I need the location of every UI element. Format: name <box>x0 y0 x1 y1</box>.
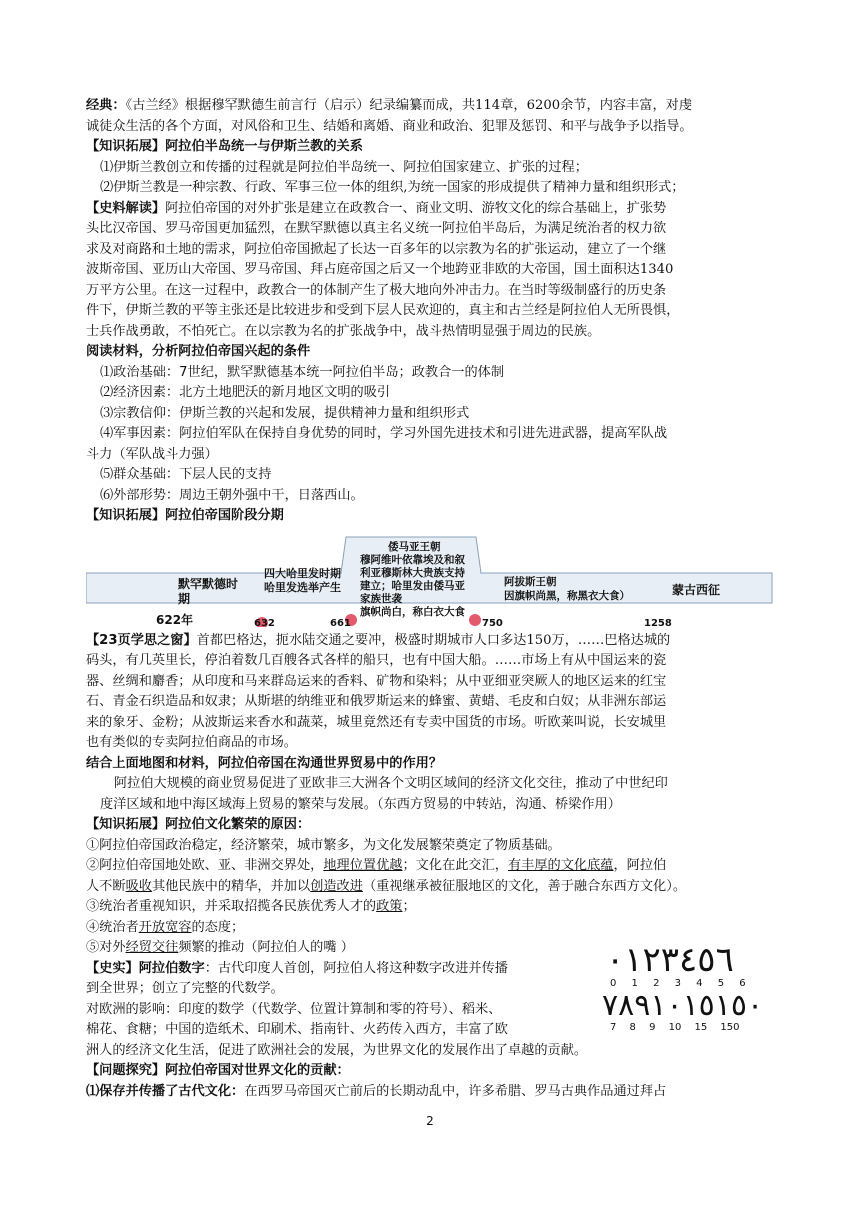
rise-condition-4-cont: 斗力（军队战斗力强） <box>86 446 218 462</box>
reason5-part-c: 频繁的推动（阿拉伯人的嘴 ） <box>178 940 354 955</box>
culture-reason-2-cont <box>86 877 776 898</box>
stage-umayyad-line5: 家族世袭 <box>360 592 402 605</box>
trade-answer-1: 阿拉伯大规模的商业贸易促进了亚欧非三大洲各个文明区域间的经济文化交往，推动了中世纪印 <box>114 776 668 791</box>
baghdad-line-4: 石、青金石织造品和奴隶；从斯堪的纳维亚和俄罗斯运来的蜂蜜、黄蜡、毛皮和白奴；从非洲东部运 <box>86 694 667 709</box>
year-622: 622年 <box>156 612 194 627</box>
numerals-row1-glyphs: ٠١٢٣٤٥٦ <box>606 940 734 980</box>
trade-question: 结合上面地图和材料，阿拉伯帝国在沟通世界贸易中的作用？ <box>86 755 443 771</box>
reason4-part-a: ④统治者 <box>86 919 139 935</box>
contribution-1 <box>86 1082 776 1103</box>
stage-caliphs-line2: 哈里发选举产生 <box>264 580 341 594</box>
numerals-row1-labels: 0 1 2 3 4 5 6 <box>610 978 746 989</box>
section-heading-baghdad: 【23页学思之窗】 <box>86 632 197 648</box>
numerals-line-2: 到全世界；创立了完整的代数学。 <box>86 981 284 996</box>
rise-condition-2: ⑵经济因素：北方土地肥沃的新月地区文明的吸引 <box>100 385 391 400</box>
stage-mongol: 蒙古西征 <box>672 582 721 597</box>
stage-abbasid <box>504 575 630 603</box>
reason3-part-a: ③统治者重视知识，并采取招揽各民族优秀人才的 <box>86 899 377 914</box>
stage-caliphs <box>264 567 341 595</box>
reason2-part-f: 人不断 <box>86 878 126 894</box>
numerals-row2-glyphs: ٧٨٩١٠١٥١٥٠ <box>602 988 764 1023</box>
reason2-part-j: （重视继承被征服地区的文化，善于融合东西方文化）。 <box>362 878 687 894</box>
rise-condition-6: ⑹外部形势：周边王朝外强中干，日落西山。 <box>100 487 364 503</box>
reason4-part-c: 的态度； <box>191 919 245 935</box>
reason3-part-c: ； <box>402 899 416 914</box>
reason2-part-c: ；文化在此交汇， <box>402 858 508 873</box>
unification-item-1: ⑴伊斯兰教创立和传播的过程就是阿拉伯半岛统一、阿拉伯国家建立、扩张的过程； <box>100 159 588 175</box>
stage-umayyad-line6: 旗帜尚白，称白衣大食 <box>360 605 465 618</box>
baghdad-line-2: 码头，有几英里长，停泊着数几百艘各式各样的船只，也有中国大船。……市场上有从中国运来的瓷 <box>86 653 667 668</box>
rise-condition-5: ⑸群众基础：下层人民的支持 <box>100 467 272 482</box>
stage-umayyad-line4: 建立；哈里发由倭马亚 <box>360 579 465 592</box>
reason2-absorb: 吸收 <box>125 878 152 894</box>
stage-umayyad-line3: 利亚穆斯林大贵族支持 <box>360 566 465 579</box>
section-heading-periods: 【知识拓展】阿拉伯帝国阶段分期 <box>86 508 284 523</box>
stage-muhammad-line1: 默罕默德时 <box>178 576 239 591</box>
source-reading-line-1 <box>86 199 776 220</box>
rise-condition-4: ⑷军事因素：阿拉伯军队在保持自身优势的同时，学习外国先进技术和引进先进武器，提高军队战 <box>100 426 668 441</box>
numerals-line-4: 棉花、食糖；中国的造纸术、印刷术、指南针、火药传入西方，丰富了欧 <box>86 1022 508 1037</box>
document-page <box>86 96 776 1102</box>
baghdad-line-6: 也有类似的专卖阿拉伯商品的市场。 <box>86 735 297 750</box>
unification-item-2: ⑵伊斯兰教是一种宗教、行政、军事三位一体的组织,为统一国家的形成提供了精神力量和组织形式； <box>100 180 685 195</box>
quran-line1: 《古兰经》根据穆罕默德生前言行（启示）纪录编纂而成，共114章，6200余节，内容丰富，对虔 <box>125 98 693 113</box>
stage-abbasid-line2: 因旗帜尚黑，称黑衣大食） <box>504 589 630 602</box>
source-reading-line-4: 波斯帝国、亚历山大帝国、罗马帝国、拜占庭帝国之后又一个地跨亚非欧的大帝国，国土面积达1340 <box>86 262 674 277</box>
reason2-part-e: ，阿拉伯 <box>613 858 667 873</box>
stage-muhammad-line2: 期 <box>178 591 191 606</box>
quran-label: 经典： <box>86 98 126 113</box>
reason2-innovate: 创造改进 <box>310 878 363 894</box>
culture-reason-1: ①阿拉伯帝国政治稳定，经济繁荣，城市繁多，为文化发展繁荣奠定了物质基础。 <box>86 837 561 853</box>
period-timeline <box>86 529 776 627</box>
rise-condition-3: ⑶宗教信仰：伊斯兰教的兴起和发展，提供精神力量和组织形式 <box>100 405 470 421</box>
section-heading-contributions: 【问题探究】阿拉伯帝国对世界文化的贡献： <box>86 1063 350 1078</box>
rise-condition-1: ⑴政治基础：7世纪，默罕默德基本统一阿拉伯半岛；政教合一的体制 <box>100 364 505 380</box>
source-reading-line-5: 万平方公里。在这一过程中，政教合一的体制产生了极大地向外冲击力。在当时等级制盛行的历史条 <box>86 282 667 298</box>
stage-umayyad-line2: 穆阿维叶依靠埃及和叙 <box>360 553 465 566</box>
reason2-part-a: ②阿拉伯帝国地处欧、亚、非洲交界处， <box>86 858 324 873</box>
year-750: 750 <box>482 617 503 629</box>
marker-750 <box>469 614 481 626</box>
reason2-geography: 地理位置优越 <box>323 858 403 873</box>
section-heading-source-reading: 【史料解读】 <box>86 200 166 216</box>
source-reading-line-7: 士兵作战勇敢，不怕死亡。在以宗教为名的扩张战争中，战斗热情明显强于周边的民族。 <box>86 323 601 339</box>
stage-umayyad-line1: 倭马亚王朝 <box>388 540 441 553</box>
section-heading-unification: 【知识拓展】阿拉伯半岛统一与伊斯兰教的关系 <box>86 139 363 154</box>
stage-caliphs-line1: 四大哈里发时期 <box>264 566 341 580</box>
reason5-trade: 经贸交往 <box>125 940 179 955</box>
contribution-1-label: ⑴保存并传播了古代文化： <box>86 1083 245 1099</box>
stage-muhammad <box>178 577 238 607</box>
numerals-text-1: ：古代印度人首创，阿拉伯人将这种数字改进并传播 <box>204 960 508 976</box>
baghdad-line-3: 器、丝绸和麝香；从印度和马来群岛运来的香料、矿物和染料；从中亚细亚突厥人的地区运来的红宝 <box>86 673 667 689</box>
numerals-block <box>86 938 776 1041</box>
contribution-1-text: 在西罗马帝国灭亡前后的长期动乱中，许多希腊、罗马古典作品通过拜占 <box>244 1083 667 1099</box>
source-reading-text: 阿拉伯帝国的对外扩张是建立在政教合一、商业文明、游牧文化的综合基础上，扩张势 <box>165 200 667 216</box>
baghdad-line-1 <box>86 631 776 652</box>
quran-paragraph <box>86 96 776 117</box>
trade-answer-2: 度洋区域和地中海区域海上贸易的繁荣与发展。（东西方贸易的中转站，沟通、桥梁作用） <box>100 796 621 812</box>
section-heading-culture-reasons: 【知识拓展】阿拉伯文化繁荣的原因： <box>86 817 311 832</box>
source-reading-line-6: 件下，伊斯兰教的平等主张还是比较进步和受到下层人民欢迎的，真主和古兰经是阿拉伯人无所畏惧， <box>86 303 680 318</box>
reason5-part-a: ⑤对外 <box>86 940 126 955</box>
reason2-part-h: 其他民族中的精华，并加以 <box>151 878 311 894</box>
baghdad-text: 首都巴格达，扼水陆交通之要冲，极盛时期城市人口多达150万，……巴格达城的 <box>196 632 671 648</box>
section-heading-rise-conditions: 阅读材料，分析阿拉伯帝国兴起的条件 <box>86 344 311 359</box>
culture-reason-3 <box>86 897 776 918</box>
page-number: 2 <box>426 1114 434 1128</box>
baghdad-line-5: 来的象牙、金粉；从波斯运来香水和蔬菜，城里竟然还有专卖中国货的市场。听欧莱叫说，长安城里 <box>86 714 667 730</box>
reason4-tolerance: 开放宽容 <box>138 919 192 935</box>
year-1258: 1258 <box>644 617 672 629</box>
culture-reason-2 <box>86 856 776 877</box>
numerals-line-3: 对欧洲的影响：印度的数学（代数学、位置计算制和零的符号）、稻米、 <box>86 1001 502 1017</box>
reason2-heritage: 有丰厚的文化底蕴 <box>508 858 614 873</box>
arabic-numerals-figure <box>596 938 766 1033</box>
year-661: 661 <box>330 617 351 629</box>
year-632: 632 <box>254 617 275 629</box>
stage-abbasid-line1: 阿拔斯王朝 <box>504 575 557 588</box>
stage-umayyad <box>360 541 465 619</box>
source-reading-line-2: 头比汉帝国、罗马帝国更加猛烈，在默罕默德以真主名义统一阿拉伯半岛后，为满足统治者的权力欲 <box>86 221 667 236</box>
quran-line2: 诚徒众生活的各个方面，对风俗和卫生、结婚和离婚、商业和政治、犯罪及惩罚、和平与战争予以指导。 <box>86 118 693 134</box>
numerals-row2-labels: 7 8 9 10 15 150 <box>610 1022 740 1033</box>
section-heading-numerals: 【史实】阿拉伯数字 <box>86 960 205 976</box>
source-reading-line-3: 求及对商路和土地的需求，阿拉伯帝国掀起了长达一百多年的以宗教为名的扩张运动，建立了一个继 <box>86 241 667 257</box>
reason3-policy: 政策 <box>376 899 403 914</box>
culture-reason-4 <box>86 918 776 939</box>
numerals-line-5: 洲人的经济文化生活，促进了欧洲社会的发展，为世界文化的发展作出了卓越的贡献。 <box>86 1042 588 1058</box>
